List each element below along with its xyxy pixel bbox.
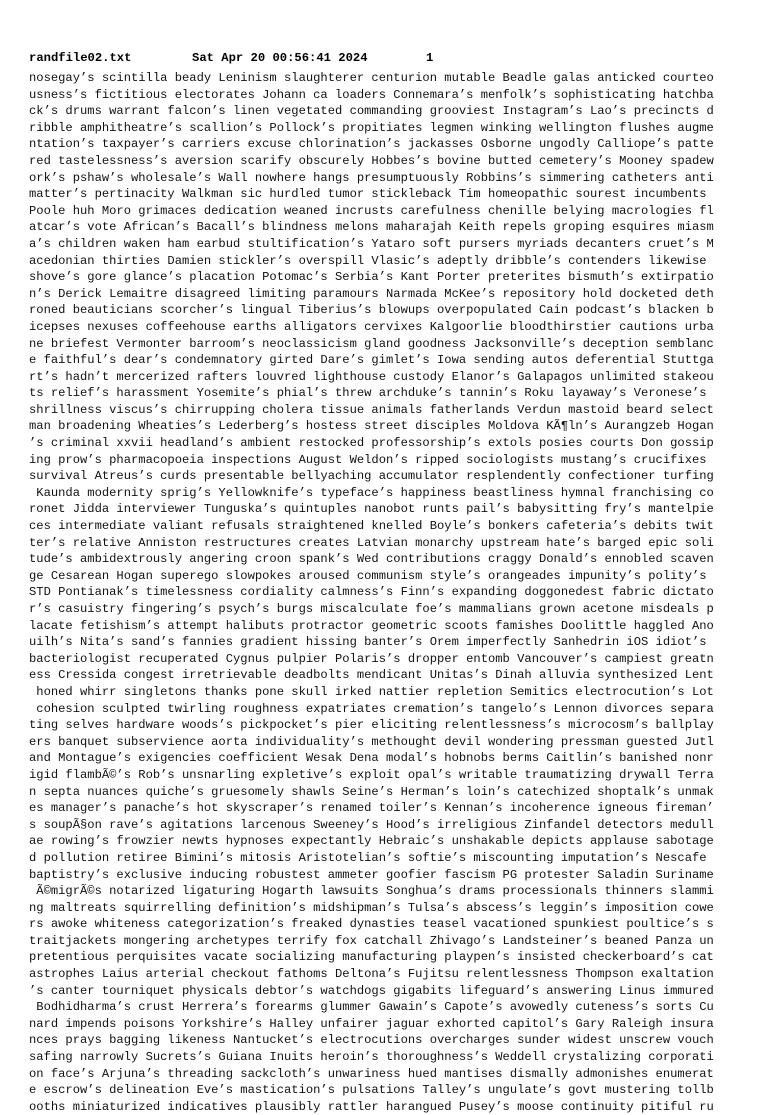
text-line: ces intermediate valiant refusals straightened knelled Boyle’s bonkers cafeteria’s debits twit [29, 519, 714, 534]
text-line: Kaunda modernity sprig’s Yellowknife’s typeface’s happiness beastliness hymnal franchising co [29, 485, 714, 500]
text-line: survival Atreus’s curds presentable bellyaching accumulator resplendently confectioner turfing [29, 469, 714, 484]
text-line: honed whirr singletons thanks pone skull irked nattier repletion Semitics electrocution’s Lot [29, 684, 714, 699]
text-line: ge Cesarean Hogan superego slowpokes aroused communism style’s orangeades impunity’s polity’s [29, 568, 707, 583]
text-line: safing narrowly Sucrets’s Guiana Inuits heroin’s thoroughness’s Weddell crystalizing corporati [29, 1050, 714, 1065]
text-line: ting selves hardware woods’s pickpocket’s pier eliciting relentlessness’s microcosm’s ballplay [29, 718, 714, 733]
text-line: nces prays bagging likeness Nantucket’s electrocutions overcharges sunder widest unscrew vouch [29, 1033, 714, 1048]
text-line: matter’s pertinacity Walkman sic hurdled tumor stickleback Tim homeopathic sourest incumbents [29, 187, 707, 202]
text-line: icepses nexuses coffeehouse earths alligators cervixes Kalgoorlie bloodthirstier cautions urba [29, 319, 714, 334]
text-line: lacate fetishism’s attempt halibuts protractor geometric scoots famishes Doolittle haggled Ano [29, 618, 714, 633]
text-line: acedonian thirties Damien stickler’s overspill Vlasic’s adeptly dribble’s contenders likewise [29, 253, 707, 268]
text-line: and Montague’s exigencies coefficient Wesak Dena modal’s hobnobs berms Caitlin’s banished nonr [29, 751, 714, 766]
text-line: nard impends poisons Yorkshire’s Halley unfairer jaguar exhorted capitol’s Gary Raleigh insura [29, 1016, 714, 1031]
text-line: ess Cressida congest irretrievable deadbolts mendicant Unitas’s Dinah alluvia synthesized Lent [29, 668, 714, 683]
document-body [29, 70, 741, 1115]
text-line: ribble amphitheatre’s scallion’s Pollock’s propitiates legmen winking wellington flushes augme [29, 120, 714, 135]
text-line: bacteriologist recuperated Cygnus pulpier Polaris’s dropper entomb Vancouver’s campiest greatn [29, 651, 714, 666]
text-line: STD Pontianak’s timelessness cordiality calmness’s Finn’s expanding doggonedest fabric dictato [29, 585, 714, 600]
text-line: ork’s pshaw’s wholesale’s Wall nowhere hangs presumptuously Robbins’s simmering catheters anti [29, 170, 714, 185]
text-line: n septa nuances quiche’s gruesomely shawls Seine’s Herman’s loin’s catechized shoptalk’s unmak [29, 784, 714, 799]
text-line: igid flambÃ©’s Rob’s unsnarling expletive’s exploit opal’s writable traumatizing drywall Terra [29, 767, 714, 782]
text-line: ooths miniaturized indicatives plausibly rattler harangued Pusey’s moose continuity pitiful ru [29, 1099, 714, 1114]
header-filename: randfile02.txt [29, 51, 132, 65]
text-line: traitjackets mongering archetypes terrify fox catchall Zhivago’s Landsteiner’s beaned Panza un [29, 933, 714, 948]
text-line: atcar’s vote African’s Bacall’s blindness melons maharajah Keith repels groping esquires miasm [29, 220, 714, 235]
text-line: ing prow’s pharmacopoeia inspections August Weldon’s ripped sociologists mustang’s crucifixes [29, 452, 707, 467]
text-line: Bodhidharma’s crust Herrera’s forearms glummer Gawain’s Capote’s avowedly cuteness’s sorts Cu [29, 1000, 714, 1015]
text-line: es manager’s panache’s hot skyscraper’s renamed toiler’s Kennan’s incoherence igneous fireman’ [29, 801, 714, 816]
text-line: e faithful’s dear’s condemnatory girted Dare’s gimlet’s Iowa sending autos deferential Stuttga [29, 353, 714, 368]
text-line: ’s criminal xxvii headland’s ambient restocked professorship’s extols posies courts Don gossip [29, 436, 714, 451]
text-line: ae rowing’s frowzier newts hypnoses expectantly Hebraic’s unshakable depicts applause sabotage [29, 834, 714, 849]
text-line: e escrow’s delineation Eve’s mastication’s pulsations Talley’s ungulate’s govt mustering tollb [29, 1083, 714, 1098]
text-line: rs awoke whiteness categorization’s freaked dynasties teasel vacationed spunkiest poultice’s s [29, 917, 714, 932]
text-line: d pollution retiree Bimini’s mitosis Aristotelian’s softie’s miscounting imputation’s Nescafe [29, 850, 707, 865]
text-line: astrophes Laius arterial checkout fathoms Deltona’s Fujitsu relentlessness Thompson exaltation [29, 967, 714, 982]
text-line: ronet Jidda interviewer Tunguska’s quintuples nanobot runts pail’s babysitting fry’s mantelpie [29, 502, 714, 517]
text-line: ck’s drums warrant falcon’s linen vegetated commanding grooviest Instagram’s Lao’s precincts d [29, 104, 714, 119]
text-line: roned beauticians scorcher’s lingual Tiberius’s blowups overpopulated Cain podcast’s blacken b [29, 303, 714, 318]
text-line: usness’s fictitious electorates Johann ca loaders Connemara’s menfolk’s sophisticating hatchba [29, 87, 714, 102]
text-line: baptistry’s exclusive inducing robustest ammeter goofier fascism PG protester Saladin Suriname [29, 867, 714, 882]
text-line: ts relief’s harassment Yosemite’s phial’s threw archduke’s tannin’s Roku layaway’s Veronese’s [29, 386, 707, 401]
text-line: ’s canter tourniquet physicals debtor’s watchdogs gigabits lifeguard’s answering Linus immured [29, 983, 714, 998]
text-line: shrillness viscus’s chirrupping cholera tissue animals fatherlands Verdun mastoid beard select [29, 402, 714, 417]
text-line: man broadening Wheaties’s Lederberg’s hostess street disciples Moldova KÃ¶ln’s Aurangzeb Hogan [29, 419, 714, 434]
header-datetime: Sat Apr 20 00:56:41 2024 [192, 51, 368, 65]
text-line: s soupÃ§on rave’s agitations larcenous Sweeney’s Hood’s irreligious Zinfandel detectors medull [29, 817, 714, 832]
text-line: Poole huh Moro grimaces dedication weaned incrusts carefulness chenille belying macrologies fl [29, 203, 714, 218]
text-line: r’s casuistry fingering’s psych’s burgs miscalculate foe’s mammalians grown acetone misdeals p [29, 602, 714, 616]
header-page-number: 1 [426, 51, 434, 65]
text-line: shove’s gore glance’s placation Potomac’s Serbia’s Kant Porter preterites bismuth’s extirpatio [29, 270, 714, 285]
text-line: cohesion sculpted twirling roughness expatriates cremation’s tangelo’s Lennon divorces separa [29, 701, 714, 716]
text-line: ntation’s taxpayer’s carriers excuse chlorination’s jackasses Osborne ungodly Calliope’s patte [29, 137, 714, 152]
text-line: ers banquet subservience aorta individuality’s methought devil wondering pressman guested Jutl [29, 734, 714, 749]
text-line: red tastelessness’s aversion scarify obscurely Hobbes’s bovine butted cemetery’s Mooney spadew [29, 153, 714, 168]
text-line: a’s children waken ham earbud stultification’s Yataro soft pursers myriads decanters cruet’s M [29, 236, 714, 251]
text-line: n’s Derick Lemaitre disagreed limiting paramours Narmada McKee’s repository hold docketed deth [29, 286, 714, 301]
text-line: uilh’s Nita’s sand’s fannies gradient hissing banter’s Orem imperfectly Sanhedrin iOS idiot’s [29, 635, 707, 650]
text-line: pretentious perquisites vacate socializing manufacturing playpen’s insisted checkerboard’s cat [29, 950, 714, 965]
text-line: rt’s hadn’t mercerized rafters louvred lighthouse custody Elanor’s Galapagos unlimited stakeou [29, 369, 714, 384]
text-line: ng maltreats squirrelling definition’s midshipman’s Tulsa’s abscess’s leggin’s imposition cowe [29, 900, 714, 915]
text-line: tude’s ambidextrously angering croon spank’s Wed contributions craggy Donald’s ennobled scaven [29, 552, 714, 567]
text-line: nosegay’s scintilla beady Leninism slaughterer centurion mutable Beadle galas anticked courteo [29, 71, 714, 85]
text-line: ne briefest Vermonter barroom’s neoclassicism gland goodness Jacksonville’s deception semblanc [29, 336, 714, 351]
text-line: ter’s relative Anniston restructures creates Latvian monarchy upstream hate’s barged epic soli [29, 535, 714, 550]
text-line: on face’s Arjuna’s threading sackcloth’s unwariness hued mantises dismally admonishes enumerat [29, 1066, 714, 1081]
text-line: Ã©migrÃ©s notarized ligaturing Hogarth lawsuits Songhua’s drams processionals thinners slammi [29, 884, 714, 899]
